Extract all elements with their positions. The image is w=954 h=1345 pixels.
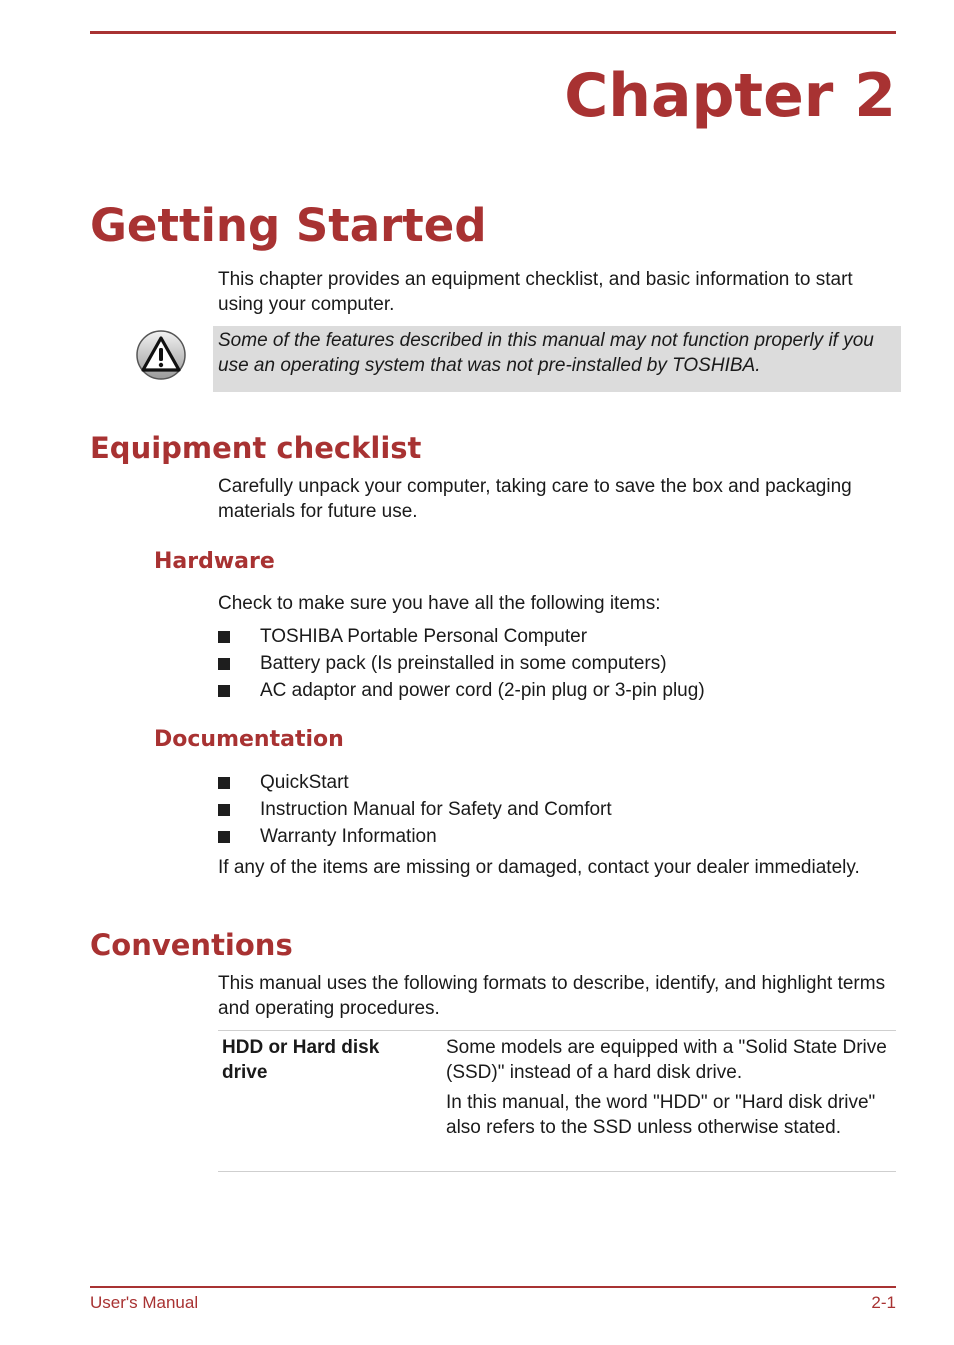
chapter-label: Chapter 2 [564, 61, 896, 131]
equipment-paragraph: Carefully unpack your computer, taking care to save the box and packaging materials for future use. [218, 476, 852, 522]
header-rule [90, 31, 896, 34]
documentation-list [218, 769, 612, 850]
list-item: TOSHIBA Portable Personal Computer [218, 623, 705, 650]
bullet-icon [218, 804, 230, 816]
hardware-list [218, 623, 705, 704]
conventions-table [218, 1030, 896, 1172]
warning-icon [135, 329, 187, 381]
hardware-heading: Hardware [154, 549, 275, 574]
documentation-outro: If any of the items are missing or damaged, contact your dealer immediately. [218, 857, 860, 878]
equipment-checklist-heading: Equipment checklist [90, 431, 422, 465]
note-text: Some of the features described in this manual may not function properly if you use an operating system that was not pre-installed by TOSHIBA. [218, 330, 874, 376]
list-item: QuickStart [218, 769, 612, 796]
bullet-icon [218, 831, 230, 843]
table-definition: Some models are equipped with a "Solid State Drive (SSD)" instead of a hard disk drive. [446, 1037, 887, 1083]
table-term: HDD or Hard disk drive [222, 1037, 380, 1083]
page-number: 2-1 [871, 1293, 896, 1312]
conventions-heading: Conventions [90, 928, 293, 962]
documentation-heading: Documentation [154, 727, 344, 752]
note-box [213, 326, 901, 392]
list-item: Battery pack (Is preinstalled in some computers) [218, 650, 705, 677]
bullet-icon [218, 658, 230, 670]
conventions-paragraph: This manual uses the following formats to describe, identify, and highlight terms and operating procedures. [218, 973, 886, 1019]
page-title: Getting Started [90, 199, 487, 252]
list-item: Warranty Information [218, 823, 612, 850]
bullet-icon [218, 631, 230, 643]
table-definition-note: In this manual, the word "HDD" or "Hard disk drive" also refers to the SSD unless otherwise stated. [446, 1092, 876, 1138]
hardware-intro: Check to make sure you have all the following items: [218, 593, 661, 614]
footer-manual-label: User's Manual [90, 1293, 199, 1312]
bullet-icon [218, 685, 230, 697]
intro-paragraph: This chapter provides an equipment checklist, and basic information to start using your computer. [218, 269, 853, 315]
bullet-icon [218, 777, 230, 789]
list-item: Instruction Manual for Safety and Comfort [218, 796, 612, 823]
list-item: AC adaptor and power cord (2-pin plug or 3-pin plug) [218, 677, 705, 704]
footer-rule [90, 1286, 896, 1288]
